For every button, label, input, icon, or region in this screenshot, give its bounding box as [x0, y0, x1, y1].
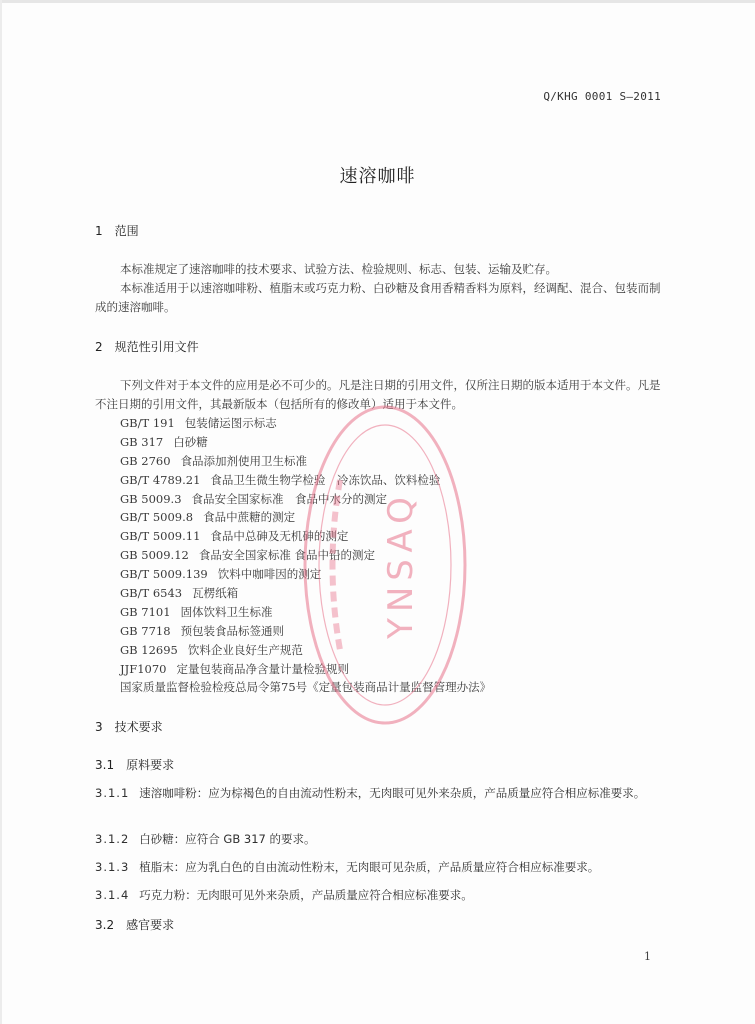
reference-item — [120, 452, 491, 471]
reference-item — [120, 490, 491, 509]
section-title: 技术要求 — [114, 720, 163, 734]
requirement-3-1-1 — [95, 784, 667, 803]
clause-text: 速溶咖啡粉：应为棕褐色的自由流动性粉末，无肉眼可见外来杂质，产品质量应符合相应标准要求。 — [139, 786, 646, 800]
reference-title: 食品卫生微生物学检验 冷冻饮品、饮料检验 — [210, 472, 441, 487]
references-intro: 下列文件对于本文件的应用是必不可少的。凡是注日期的引用文件，仅所注日期的版本适用于本文件。凡是不注日期的引用文件，其最新版本（包括所有的修改单）适用于本文件。 — [95, 378, 661, 411]
reference-item — [120, 414, 491, 433]
subsection-number: 3.2 — [95, 918, 115, 932]
requirement-3-1-3 — [95, 858, 667, 877]
reference-code: GB/T 5009.8 — [120, 510, 194, 525]
reference-code: GB 5009.3 — [120, 491, 182, 506]
reference-code: GB 317 — [120, 434, 164, 449]
subsection-3-2-heading — [95, 916, 174, 933]
reference-title: 食品安全国家标准 食品中水分的测定 — [191, 491, 388, 506]
reference-title: 瓦楞纸箱 — [192, 586, 239, 601]
reference-code: GB 7101 — [120, 604, 171, 619]
reference-item — [120, 584, 491, 603]
reference-item — [120, 603, 491, 622]
section-number: 1 — [95, 224, 103, 238]
section-2-heading — [95, 338, 199, 355]
reference-item — [120, 546, 491, 565]
reference-code: GB/T 6543 — [120, 586, 183, 601]
reference-title: 国家质量监督检验检疫总局令第75号《定量包装商品计量监督管理办法》 — [120, 680, 492, 695]
scope-paragraph-1: 本标准规定了速溶咖啡的技术要求、试验方法、检验规则、标志、包装、运输及贮存。 — [120, 262, 557, 276]
clause-text: 植脂末：应为乳白色的自由流动性粉末，无肉眼可见杂质，产品质量应符合相应标准要求。 — [139, 860, 600, 874]
reference-title: 食品中蔗糖的测定 — [203, 510, 296, 525]
clause-text: 白砂糖：应符合 GB 317 的要求。 — [139, 832, 316, 846]
subsection-number: 3.1 — [95, 758, 115, 772]
reference-title: 白砂糖 — [173, 434, 208, 449]
reference-code: GB 2760 — [120, 453, 171, 468]
reference-item — [120, 565, 491, 584]
reference-title: 包装储运图示标志 — [184, 416, 277, 430]
reference-title: 饮料企业良好生产规范 — [187, 642, 303, 657]
reference-item — [120, 678, 491, 697]
clause-number: 3.1.3 — [95, 860, 130, 874]
section-3-heading — [95, 718, 163, 735]
reference-item — [120, 508, 491, 527]
subsection-title: 原料要求 — [126, 758, 175, 772]
reference-title: 饮料中咖啡因的测定 — [217, 567, 322, 582]
reference-code: GB/T 5009.11 — [120, 529, 201, 544]
reference-code: JJF1070 — [120, 661, 167, 676]
reference-code: GB 12695 — [120, 642, 178, 657]
reference-item — [120, 660, 491, 679]
section-title: 范围 — [114, 224, 139, 238]
standard-code: Q/KHG 0001 S—2011 — [543, 90, 661, 103]
subsection-title: 感官要求 — [126, 918, 175, 932]
reference-item — [120, 622, 491, 641]
section-number: 3 — [95, 720, 103, 734]
reference-title: 定量包装商品净含量计量检验规则 — [176, 661, 349, 676]
reference-title: 食品中总砷及无机砷的测定 — [210, 529, 349, 544]
reference-item — [120, 527, 491, 546]
clause-number: 3.1.2 — [95, 832, 130, 846]
page-edge — [0, 0, 755, 3]
reference-code: GB 7718 — [120, 623, 171, 638]
section-title: 规范性引用文件 — [114, 340, 199, 354]
reference-code: GB/T 5009.139 — [120, 567, 208, 582]
reference-code: GB 5009.12 — [120, 548, 189, 563]
reference-list — [120, 414, 491, 697]
subsection-3-1-heading — [95, 756, 174, 773]
section-number: 2 — [95, 340, 103, 354]
page-edge-left — [0, 0, 2, 1024]
page-number: 1 — [644, 950, 651, 963]
reference-title: 食品添加剂使用卫生标准 — [180, 453, 308, 468]
section-1-heading — [95, 222, 139, 239]
reference-code: GB/T 4789.21 — [120, 472, 201, 487]
stamp-text: YNSAQ — [381, 491, 421, 639]
reference-title: 食品安全国家标准 食品中铅的测定 — [198, 548, 376, 563]
clause-number: 3.1.4 — [95, 888, 130, 902]
requirement-3-1-4 — [95, 886, 667, 905]
clause-number: 3.1.1 — [95, 786, 130, 800]
scope-paragraph-2: 本标准适用于以速溶咖啡粉、植脂末或巧克力粉、白砂糖及食用香精香料为原料，经调配、混合、包装而制成的速溶咖啡。 — [95, 281, 661, 314]
reference-item — [120, 433, 491, 452]
reference-title: 预包装食品标签通则 — [180, 623, 285, 638]
reference-item — [120, 641, 491, 660]
document-title: 速溶咖啡 — [339, 166, 416, 187]
reference-title: 固体饮料卫生标准 — [180, 604, 273, 619]
reference-item — [120, 471, 491, 490]
clause-text: 巧克力粉：无肉眼可见外来杂质，产品质量应符合相应标准要求。 — [139, 888, 473, 902]
requirement-3-1-2 — [95, 830, 667, 849]
reference-code: GB/T 191 — [120, 416, 175, 430]
